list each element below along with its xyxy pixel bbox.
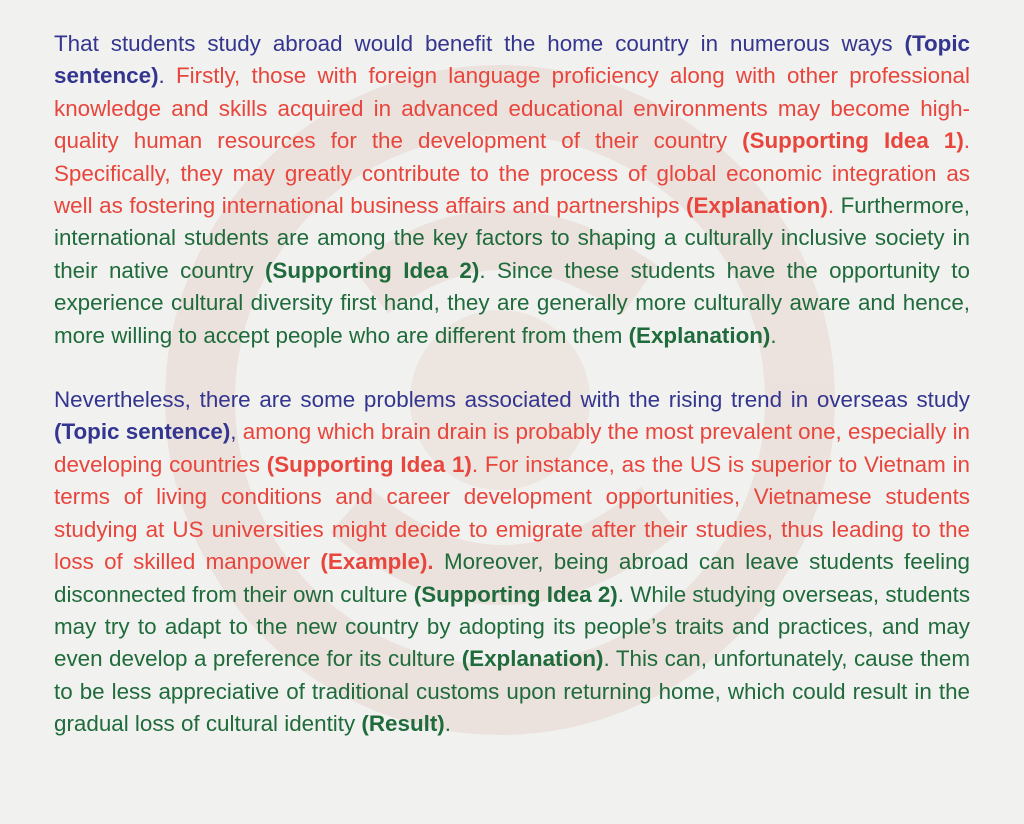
paragraph-disadvantages: [54, 384, 970, 740]
text-segment: ,: [230, 419, 243, 445]
text-segment: That students study abroad would benefit the home country in numerous ways: [54, 31, 905, 56]
section-label: (Explanation): [461, 646, 604, 672]
essay-body: [54, 28, 970, 741]
text-segment: . Specifically, they may greatly contribute to the process of global economic integration as well as fostering international business affairs and partnerships: [54, 128, 971, 219]
paragraph-advantages: [54, 28, 970, 352]
section-label: (Example).: [320, 549, 434, 575]
text-segment: . While studying overseas, students may try to adapt to the new country by adopting its people’s traits and practices, and may even develop a preference for its culture: [54, 581, 971, 672]
section-label: (Topic sentence): [54, 31, 970, 89]
text-segment: Nevertheless, there are some problems associated with the rising trend in overseas study: [54, 387, 970, 413]
text-segment: .: [444, 711, 451, 737]
text-segment: among which brain drain is probably the most prevalent one, especially in developing countries: [54, 419, 971, 477]
text-segment: Furthermore, international students are among the key factors to shaping a culturally inclusive society in their native country: [54, 193, 970, 283]
section-label: (Supporting Idea 1): [742, 128, 964, 154]
section-label: (Result): [361, 711, 445, 737]
text-segment: .: [770, 322, 777, 348]
text-segment: .: [827, 193, 841, 219]
text-segment: Moreover, being abroad can leave students feeling disconnected from their own culture: [54, 549, 970, 607]
section-label: (Explanation): [686, 193, 828, 219]
text-segment: .: [158, 63, 176, 89]
section-label: (Supporting Idea 2): [264, 257, 480, 283]
text-segment: . This can, unfortunately, cause them to be less appreciative of traditional customs upon returning home, which could result in the gradual loss of cultural identity: [54, 646, 970, 737]
section-label: (Supporting Idea 2): [413, 581, 618, 607]
text-segment: . Since these students have the opportunity to experience cultural diversity first hand, they are generally more culturally aware and hence, more willing to accept people who are different from them: [54, 257, 970, 348]
section-label: (Explanation): [628, 322, 771, 348]
text-segment: Firstly, those with foreign language proficiency along with other professional knowledge and skills acquired in advanced educational environments may become high-quality human resources for the development of their country: [54, 63, 970, 154]
text-segment: . For instance, as the US is superior to Vietnam in terms of living conditions and career development opportunities, Vietnamese students studying at US universities might decide to emigrate after their studies, thus leading to the loss of skilled manpower: [54, 451, 970, 575]
section-label: (Supporting Idea 1): [266, 451, 472, 477]
section-label: (Topic sentence): [54, 419, 231, 445]
